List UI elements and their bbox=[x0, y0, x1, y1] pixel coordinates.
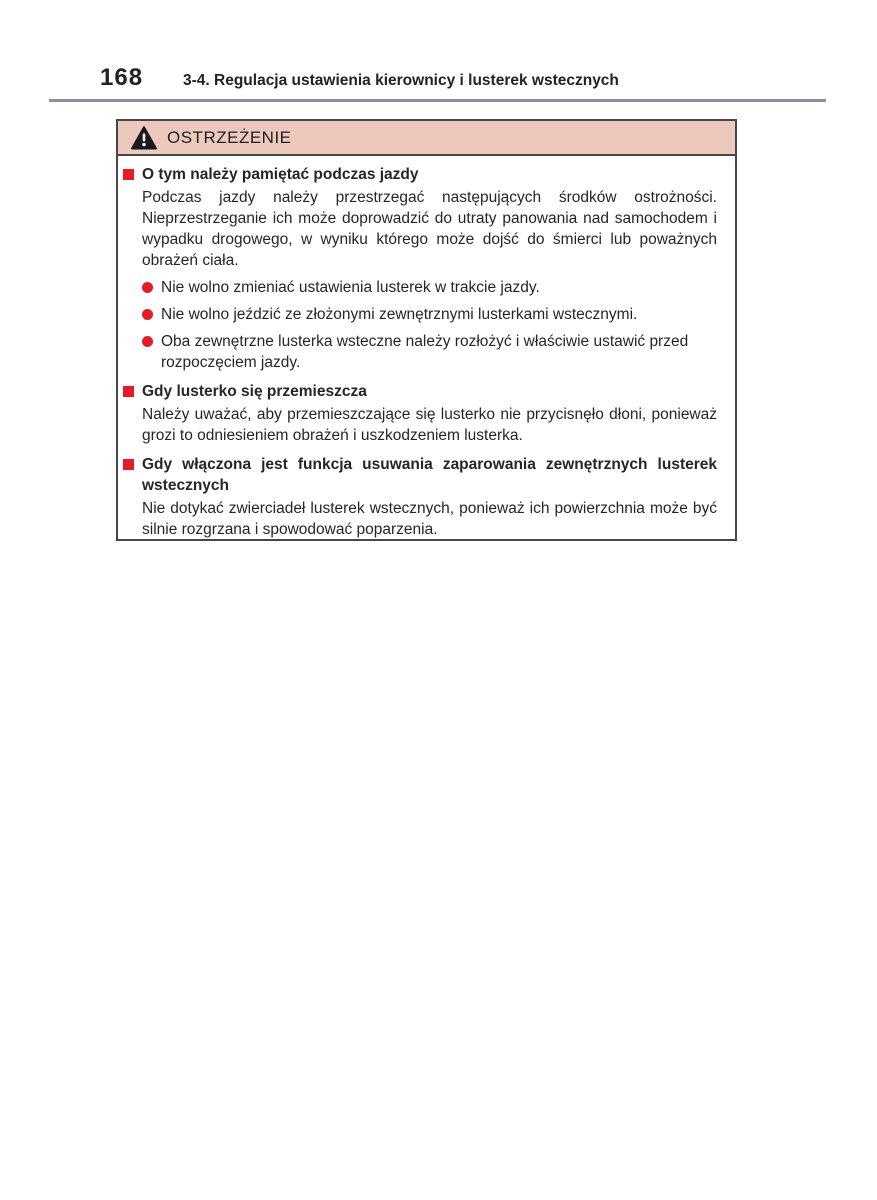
list-item bbox=[142, 277, 717, 298]
page-number: 168 bbox=[100, 64, 144, 91]
list-item bbox=[142, 304, 717, 325]
section-paragraph: Podczas jazdy należy przestrzegać następujących środków ostrożności. Nieprzestrzeganie ich może doprowadzić do utraty panowania nad samochodem i wypadku drogowego, w wyniku którego może dojść do śmierci lub poważnych obrażeń ciała. bbox=[142, 189, 717, 269]
chapter-title: 3-4. Regulacja ustawienia kierownicy i lusterek wstecznych bbox=[183, 72, 619, 89]
bullet-text: Oba zewnętrzne lusterka wsteczne należy rozłożyć i właściwie ustawić przed rozpoczęciem jazdy. bbox=[161, 333, 689, 371]
red-dot-bullet-icon bbox=[142, 309, 153, 320]
red-dot-bullet-icon bbox=[142, 282, 153, 293]
warning-box-content bbox=[118, 156, 735, 540]
bullet-text: Nie wolno zmieniać ustawienia lusterek w trakcie jazdy. bbox=[161, 279, 540, 296]
warning-section-heading-row bbox=[123, 381, 717, 402]
bullet-text: Nie wolno jeździć ze złożonymi zewnętrznymi lusterkami wstecznymi. bbox=[161, 306, 638, 323]
red-square-marker-icon bbox=[123, 386, 134, 397]
warning-box bbox=[116, 119, 737, 541]
red-square-marker-icon bbox=[123, 459, 134, 470]
warning-section-heading-row bbox=[123, 164, 717, 185]
warning-triangle-icon bbox=[131, 126, 157, 150]
red-square-marker-icon bbox=[123, 169, 134, 180]
warning-section-heading-row bbox=[123, 454, 717, 496]
list-item bbox=[142, 331, 717, 373]
red-dot-bullet-icon bbox=[142, 336, 153, 347]
bullet-list bbox=[142, 277, 717, 373]
section-paragraph: Nie dotykać zwierciadeł lusterek wstecznych, ponieważ ich powierzchnia może być silnie rozgrzana i spowodować poparzenia. bbox=[142, 500, 717, 538]
section-heading: Gdy lusterko się przemieszcza bbox=[142, 383, 367, 400]
header-divider bbox=[49, 99, 826, 102]
section-paragraph: Należy uważać, aby przemieszczające się lusterko nie przycisnęło dłoni, ponieważ grozi to odniesieniem obrażeń i uszkodzeniem lusterka. bbox=[142, 406, 717, 444]
warning-box-header bbox=[118, 121, 735, 156]
section-heading: O tym należy pamiętać podczas jazdy bbox=[142, 166, 419, 183]
section-heading: Gdy włączona jest funkcja usuwania zaparowania zewnętrznych lusterek wstecznych bbox=[142, 456, 717, 494]
warning-box-title: OSTRZEŻENIE bbox=[167, 127, 292, 147]
